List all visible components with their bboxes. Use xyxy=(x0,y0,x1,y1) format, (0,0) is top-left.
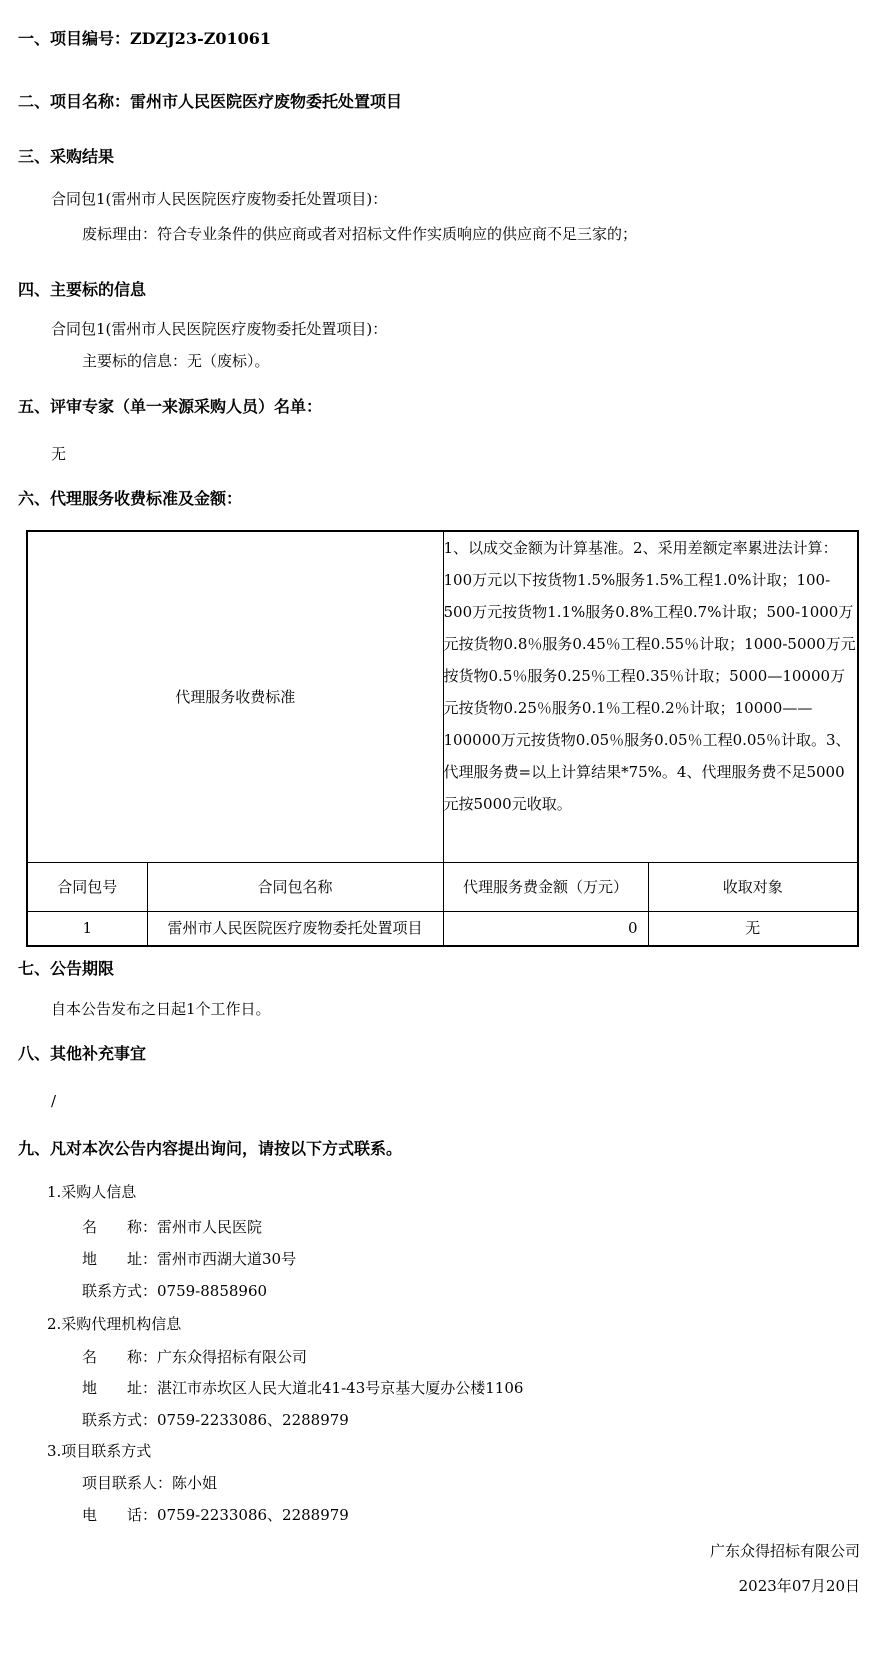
section-3-rejection-reason-line: 废标理由：符合专业条件的供应商或者对招标文件作实质响应的供应商不足三家的； xyxy=(82,225,638,243)
cell-fee-amount: 0 xyxy=(443,911,648,946)
section-2-project-name-heading: 二、项目名称：雷州市人民医院医疗废物委托处置项目 xyxy=(18,92,403,111)
section-3-procurement-result-heading: 三、采购结果 xyxy=(18,147,115,166)
cell-charge-target: 无 xyxy=(648,911,858,946)
section-4-main-subject-heading: 四、主要标的信息 xyxy=(18,280,147,299)
section-3-contract-package-line: 合同包1(雷州市人民医院医疗废物委托处置项目)： xyxy=(51,190,388,208)
agency-info-label: 2.采购代理机构信息 xyxy=(47,1315,182,1333)
project-contact-person-line: 项目联系人：陈小姐 xyxy=(82,1474,218,1492)
agency-name-line: 名 称：广东众得招标有限公司 xyxy=(82,1348,308,1366)
section-9-contact-heading: 九、凡对本次公告内容提出询问，请按以下方式联系。 xyxy=(18,1139,403,1158)
purchaser-address-line: 地 址：雷州市西湖大道30号 xyxy=(82,1250,297,1268)
fee-standard-row xyxy=(27,531,858,862)
section-8-supplementary-value: / xyxy=(51,1092,57,1110)
purchaser-name-line: 名 称：雷州市人民医院 xyxy=(82,1218,263,1236)
project-phone-line: 电 话：0759-2233086、2288979 xyxy=(82,1506,349,1524)
cell-package-no: 1 xyxy=(27,911,147,946)
project-contact-label: 3.项目联系方式 xyxy=(47,1442,152,1460)
section-6-agency-fee-heading: 六、代理服务收费标准及金额： xyxy=(18,489,243,508)
agency-contact-line: 联系方式：0759-2233086、2288979 xyxy=(82,1411,349,1429)
agency-address-line: 地 址：湛江市赤坎区人民大道北41-43号京基大厦办公楼1106 xyxy=(82,1379,524,1397)
header-package-name: 合同包名称 xyxy=(147,862,443,911)
section-8-supplementary-heading: 八、其他补充事宜 xyxy=(18,1044,147,1063)
header-fee-amount: 代理服务费金额（万元） xyxy=(443,862,648,911)
fee-table-data-row xyxy=(27,911,858,946)
section-7-announcement-period-heading: 七、公告期限 xyxy=(18,959,115,978)
section-5-experts-value: 无 xyxy=(51,445,67,463)
section-7-period-value: 自本公告发布之日起1个工作日。 xyxy=(51,1000,271,1018)
agency-fee-table xyxy=(26,530,859,947)
header-package-no: 合同包号 xyxy=(27,862,147,911)
section-4-contract-package-line: 合同包1(雷州市人民医院医疗废物委托处置项目)： xyxy=(51,320,388,338)
header-charge-target: 收取对象 xyxy=(648,862,858,911)
purchaser-info-label: 1.采购人信息 xyxy=(47,1183,137,1201)
fee-standard-label-cell: 代理服务收费标准 xyxy=(27,531,443,862)
purchaser-contact-line: 联系方式：0759-8858960 xyxy=(82,1282,268,1300)
section-5-experts-heading: 五、评审专家（单一来源采购人员）名单： xyxy=(18,397,323,416)
footer-date: 2023年07月20日 xyxy=(738,1577,860,1595)
footer-company-signature: 广东众得招标有限公司 xyxy=(709,1542,860,1560)
fee-table-header-row xyxy=(27,862,858,911)
cell-package-name: 雷州市人民医院医疗废物委托处置项目 xyxy=(147,911,443,946)
section-1-project-number-heading: 一、项目编号：ZDZJ23-Z01061 xyxy=(18,29,272,48)
section-4-subject-info-line: 主要标的信息：无（废标）。 xyxy=(82,352,270,370)
fee-standard-text-cell: 1、以成交金额为计算基准。2、采用差额定率累进法计算：100万元以下按货物1.5%服务1.5%工程1.0%计取；100-500万元按货物1.1%服务0.8%工程0.7%计取；500-1000万元按货物0.8％服务0.45％工程0.55％计取；1000-5000万元按货物0.5％服务0.25％工程0.35％计取；5000—10000万元按货物0.25％服务0.1％工程0.2％计取；10000——100000万元按货物0.05％服务0.05％工程0.05％计取。3、代理服务费=以上计算结果*75%。4、代理服务费不足5000元按5000元收取。 xyxy=(443,531,858,862)
